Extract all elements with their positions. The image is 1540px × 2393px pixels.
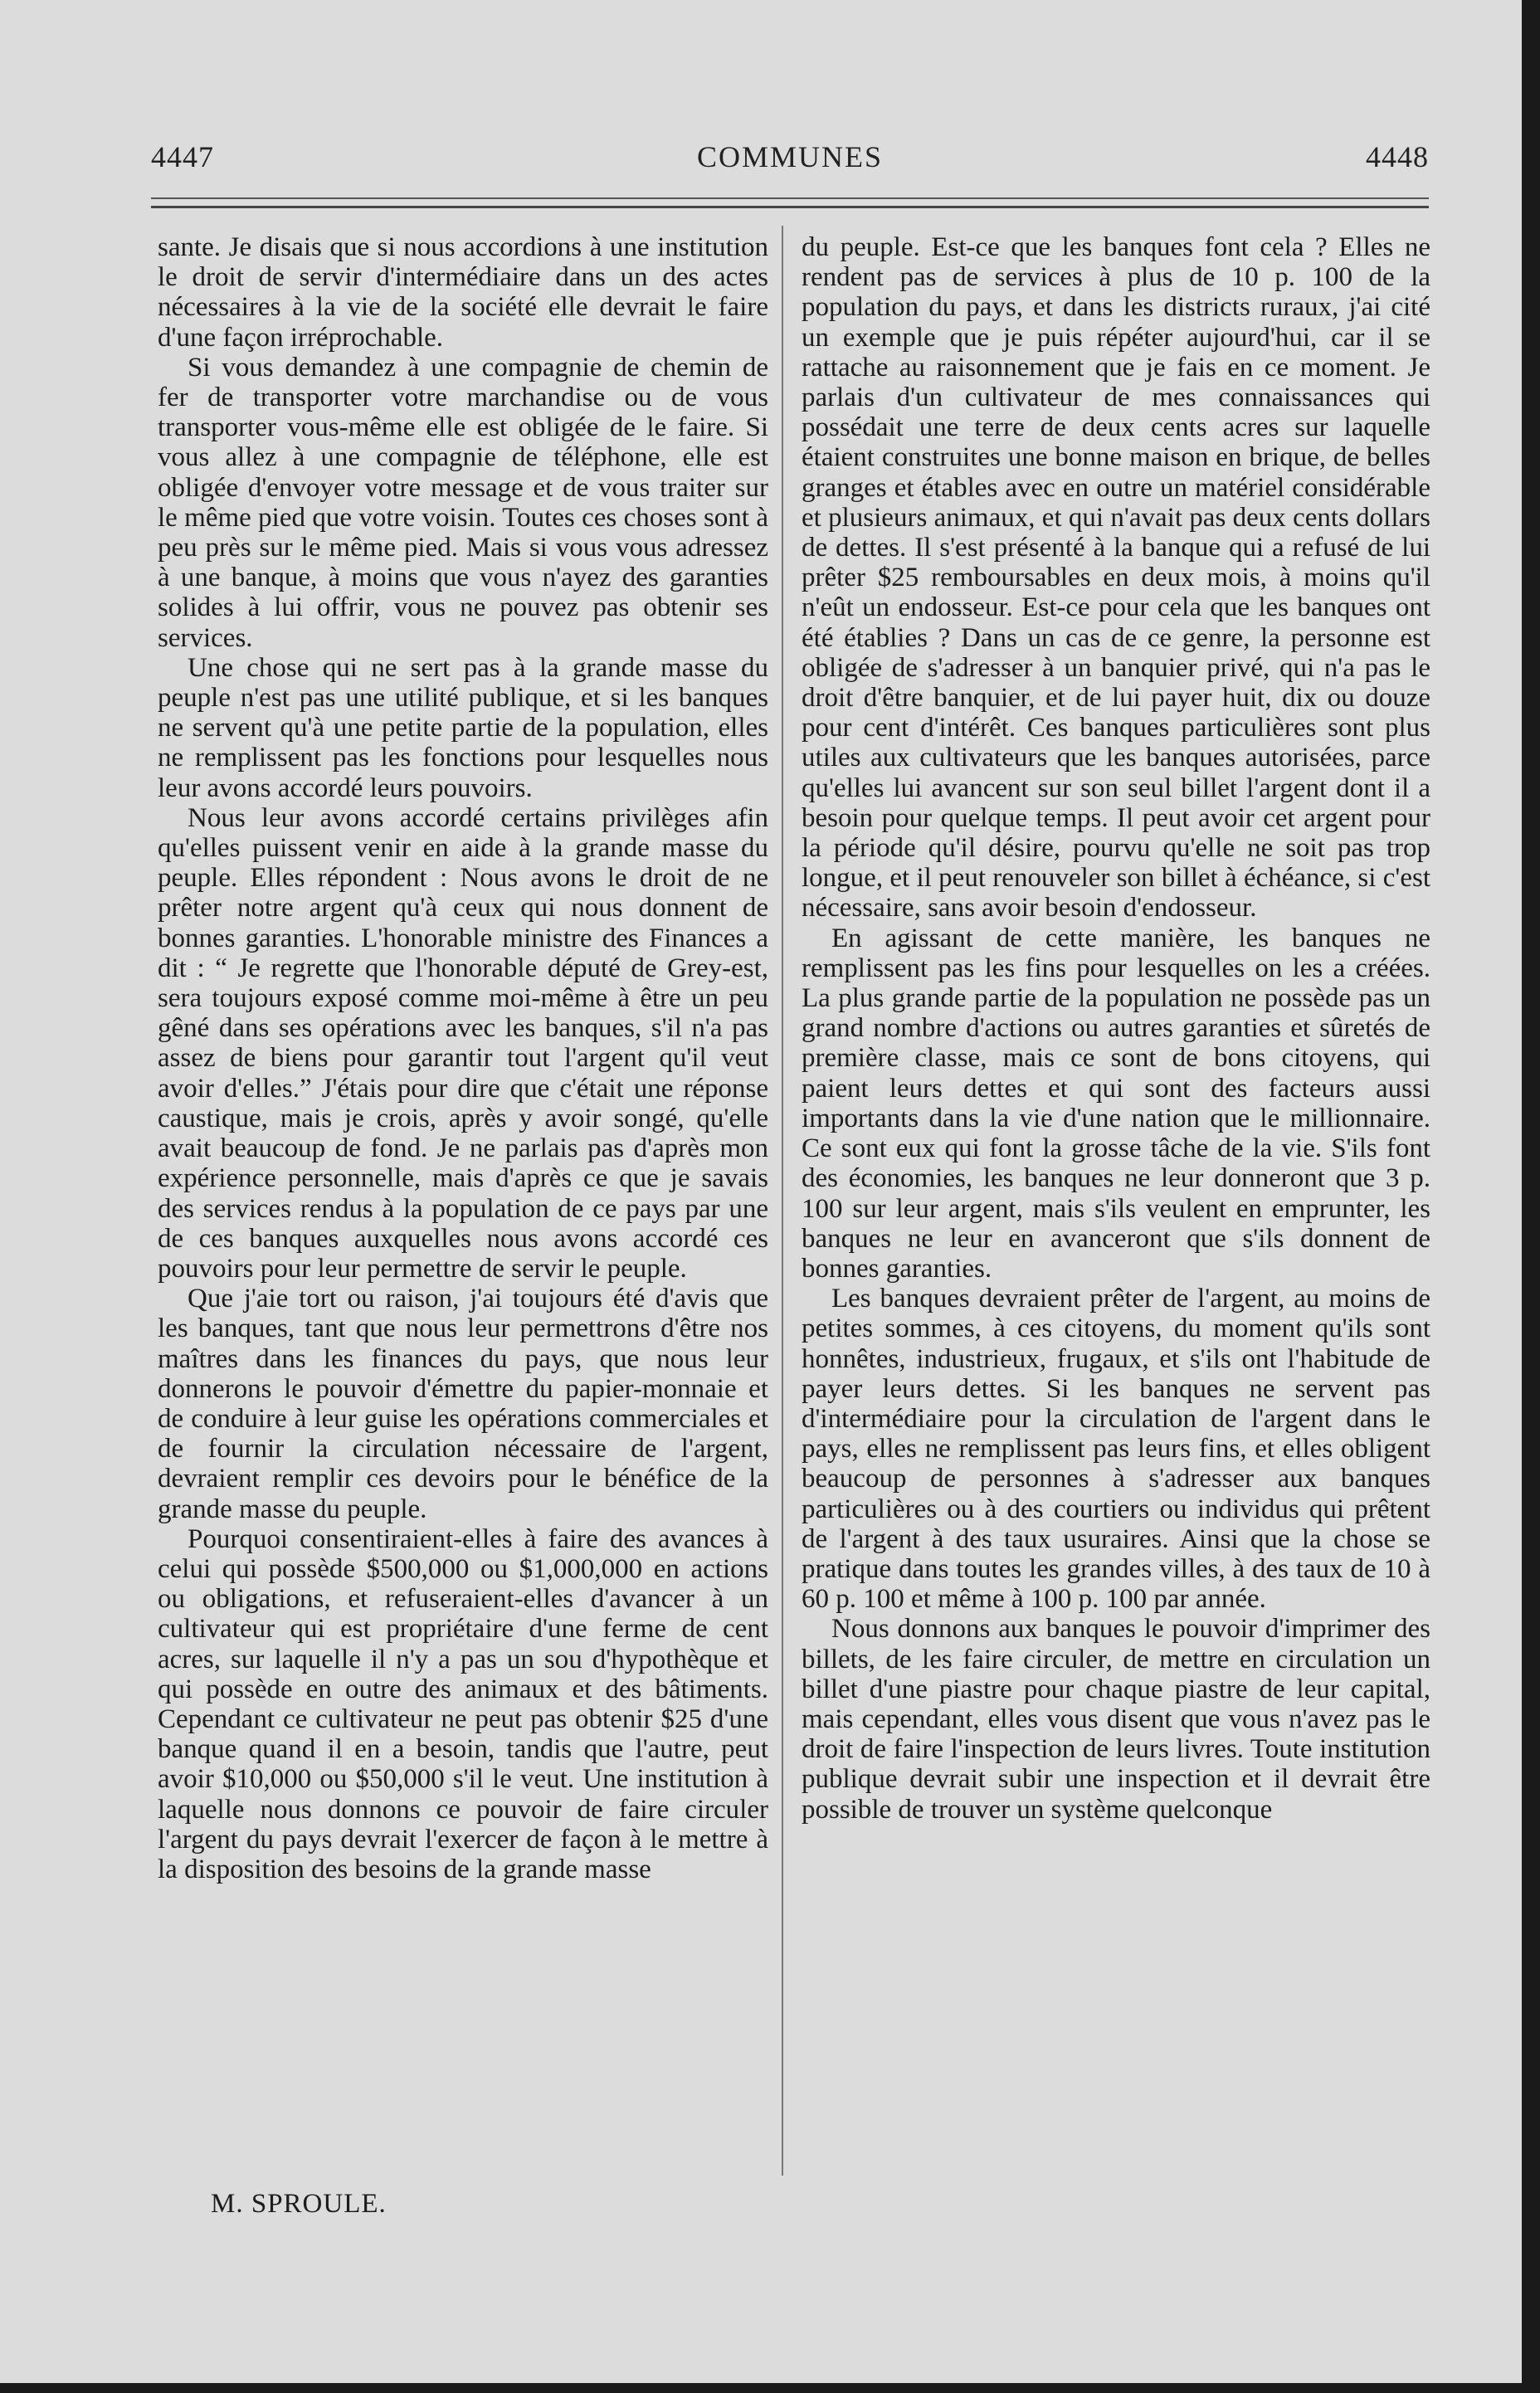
paragraph: Les banques devraient prêter de l'argent, au moins de petites sommes, à ces citoyens, du moment qu'ils sont honnêtes, industrieux, frugaux, et s'ils ont l'habitude de payer leurs dettes. Si les banques ne servent pas d'intermédiaire pour la circulation de l'argent dans le pays, elles ne remplissent pas leurs fins, et elles obligent beaucoup de personnes à s'adresser aux banques particulières ou à des courtiers ou individus qui prêtent de l'argent à des taux usuraires. Ainsi que la chose se pratique dans toutes les grandes villes, à des taux de 10 à 60 p. 100 et même à 100 p. 100 par année. xyxy=(802,1284,1430,1615)
right-column xyxy=(802,232,1430,1825)
header-rule-thin xyxy=(151,197,1429,199)
page-header xyxy=(151,139,1429,181)
paragraph: sante. Je disais que si nous accordions à une institution le droit de servir d'intermédiaire dans un des actes nécessaires à la vie de la société elle devrait le faire d'une façon irréprochable. xyxy=(158,232,768,353)
paragraph: Une chose qui ne sert pas à la grande masse du peuple n'est pas une utilité publique, et si les banques ne servent qu'à une petite partie de la population, elles ne remplissent pas les fonctions pour lesquelles nous leur avons accordé leurs pouvoirs. xyxy=(158,652,768,803)
scan-edge-bottom xyxy=(0,2383,1540,2393)
page-number-left: 4447 xyxy=(151,140,214,173)
paragraph: Nous donnons aux banques le pouvoir d'imprimer des billets, de les faire circuler, de mettre en circulation un billet d'une piastre pour chaque piastre de leur capital, mais cependant, elles vous disent que vous n'avez pas le droit de faire l'inspection de leurs livres. Toute institution publique devrait subir une inspection et il devrait être possible de trouver un système quelconque xyxy=(802,1614,1430,1825)
paragraph: En agissant de cette manière, les banques ne remplissent pas les fins pour lesquelles on les a créées. La plus grande partie de la population ne possède pas un grand nombre d'actions ou autres garanties et sûretés de première classe, mais ce sont de bons citoyens, qui paient leurs dettes et qui sont des facteurs aussi importants dans la vie d'une nation que le millionnaire. Ce sont eux qui font la grosse tâche de la vie. S'ils font des économies, les banques ne leur donneront que 3 p. 100 sur leur argent, mais s'ils veulent en emprunter, les banques ne leur en avanceront que s'ils donnent de bonnes garanties. xyxy=(802,923,1430,1284)
page-number-right: 4448 xyxy=(1366,140,1429,173)
paragraph: Pourquoi consentiraient-elles à faire des avances à celui qui possède $500,000 ou $1,000,000 en actions ou obligations, et refuseraient-elles d'avancer à un cultivateur qui est propriétaire d'une ferme de cent acres, sur laquelle il n'y a pas un sou d'hypothèque et qui possède en outre des animaux et des bâtiments. Cependant ce cultivateur ne peut pas obtenir $25 d'une banque quand il en a besoin, tandis que l'autre, peut avoir $10,000 ou $50,000 s'il le veut. Une institution à laquelle nous donnons ce pouvoir de faire circuler l'argent du pays devrait l'exercer de façon à le mettre à la disposition des besoins de la grande masse xyxy=(158,1523,768,1884)
left-column xyxy=(158,232,768,1884)
speaker-signature: M. SPROULE. xyxy=(211,2189,387,2219)
paragraph: Si vous demandez à une compagnie de chemin de fer de transporter votre marchandise ou de vous transporter vous-même elle est obligée de le faire. Si vous allez à une compagnie de téléphone, elle est obligée d'envoyer votre message et de vous traiter sur le même pied que votre voisin. Toutes ces choses sont à peu près sur le même pied. Mais si vous vous adressez à une banque, à moins que vous n'ayez des garanties solides à lui offrir, vous ne pouvez pas obtenir ses services. xyxy=(158,352,768,653)
column-divider xyxy=(782,226,783,2176)
header-rule-thick xyxy=(151,206,1429,208)
paragraph: Nous leur avons accordé certains privilèges afin qu'elles puissent venir en aide à la grande masse du peuple. Elles répondent : Nous avons le droit de ne prêter notre argent qu'à ceux qui nous donnent de bonnes garanties. L'honorable ministre des Finances a dit : “ Je regrette que l'honorable député de Grey-est, sera toujours exposé comme moi-même à être un peu gêné dans ses opérations avec les banques, s'il n'a pas assez de biens pour garantir tout l'argent qu'il veut avoir d'elles.” J'étais pour dire que c'était une réponse caustique, mais je crois, après y avoir songé, qu'elle avait beaucoup de fond. Je ne parlais pas d'après mon expérience personnelle, mais d'après ce que je savais des services rendus à la population de ce pays par une de ces banques auxquelles nous avons accordé ces pouvoirs pour leur permettre de servir le peuple. xyxy=(158,802,768,1284)
paragraph: Que j'aie tort ou raison, j'ai toujours été d'avis que les banques, tant que nous leur permettrons d'être nos maîtres dans les finances du pays, que nous leur donnerons le pouvoir d'émettre du papier-monnaie et de conduire à leur guise les opérations commerciales et de fournir la circulation nécessaire de l'argent, devraient remplir ces devoirs pour le bénéfice de la grande masse du peuple. xyxy=(158,1284,768,1524)
scan-edge-right xyxy=(1522,0,1540,2393)
page-title: COMMUNES xyxy=(696,140,884,173)
paragraph: du peuple. Est-ce que les banques font cela ? Elles ne rendent pas de services à plus de 10 p. 100 de la population du pays, et dans les districts ruraux, j'ai cité un exemple que je puis répéter aujourd'hui, car il se rattache au raisonnement que je fais en ce moment. Je parlais d'un cultivateur de mes connaissances qui possédait une terre de deux cents acres sur laquelle étaient construites une bonne maison en brique, de belles granges et étables avec en outre un matériel considérable et plusieurs animaux, et qui n'avait pas deux cents dollars de dettes. Il s'est présenté à la banque qui a refusé de lui prêter $25 remboursables en deux mois, à moins qu'il n'eût un endosseur. Est-ce pour cela que les banques ont été établies ? Dans un cas de ce genre, la personne est obligée de s'adresser à un banquier privé, qui n'a pas le droit d'être banquier, et de lui payer huit, dix ou douze pour cent d'intérêt. Ces banques particulières sont plus utiles aux cultivateurs que les banques autorisées, parce qu'elles lui avancent sur son seul billet l'argent dont il a besoin pour quelque temps. Il peut avoir cet argent pour la période qu'il désire, pourvu qu'elle ne soit pas trop longue, et il peut renouveler son billet à échéance, si c'est nécessaire, sans avoir besoin d'endosseur. xyxy=(802,232,1430,924)
